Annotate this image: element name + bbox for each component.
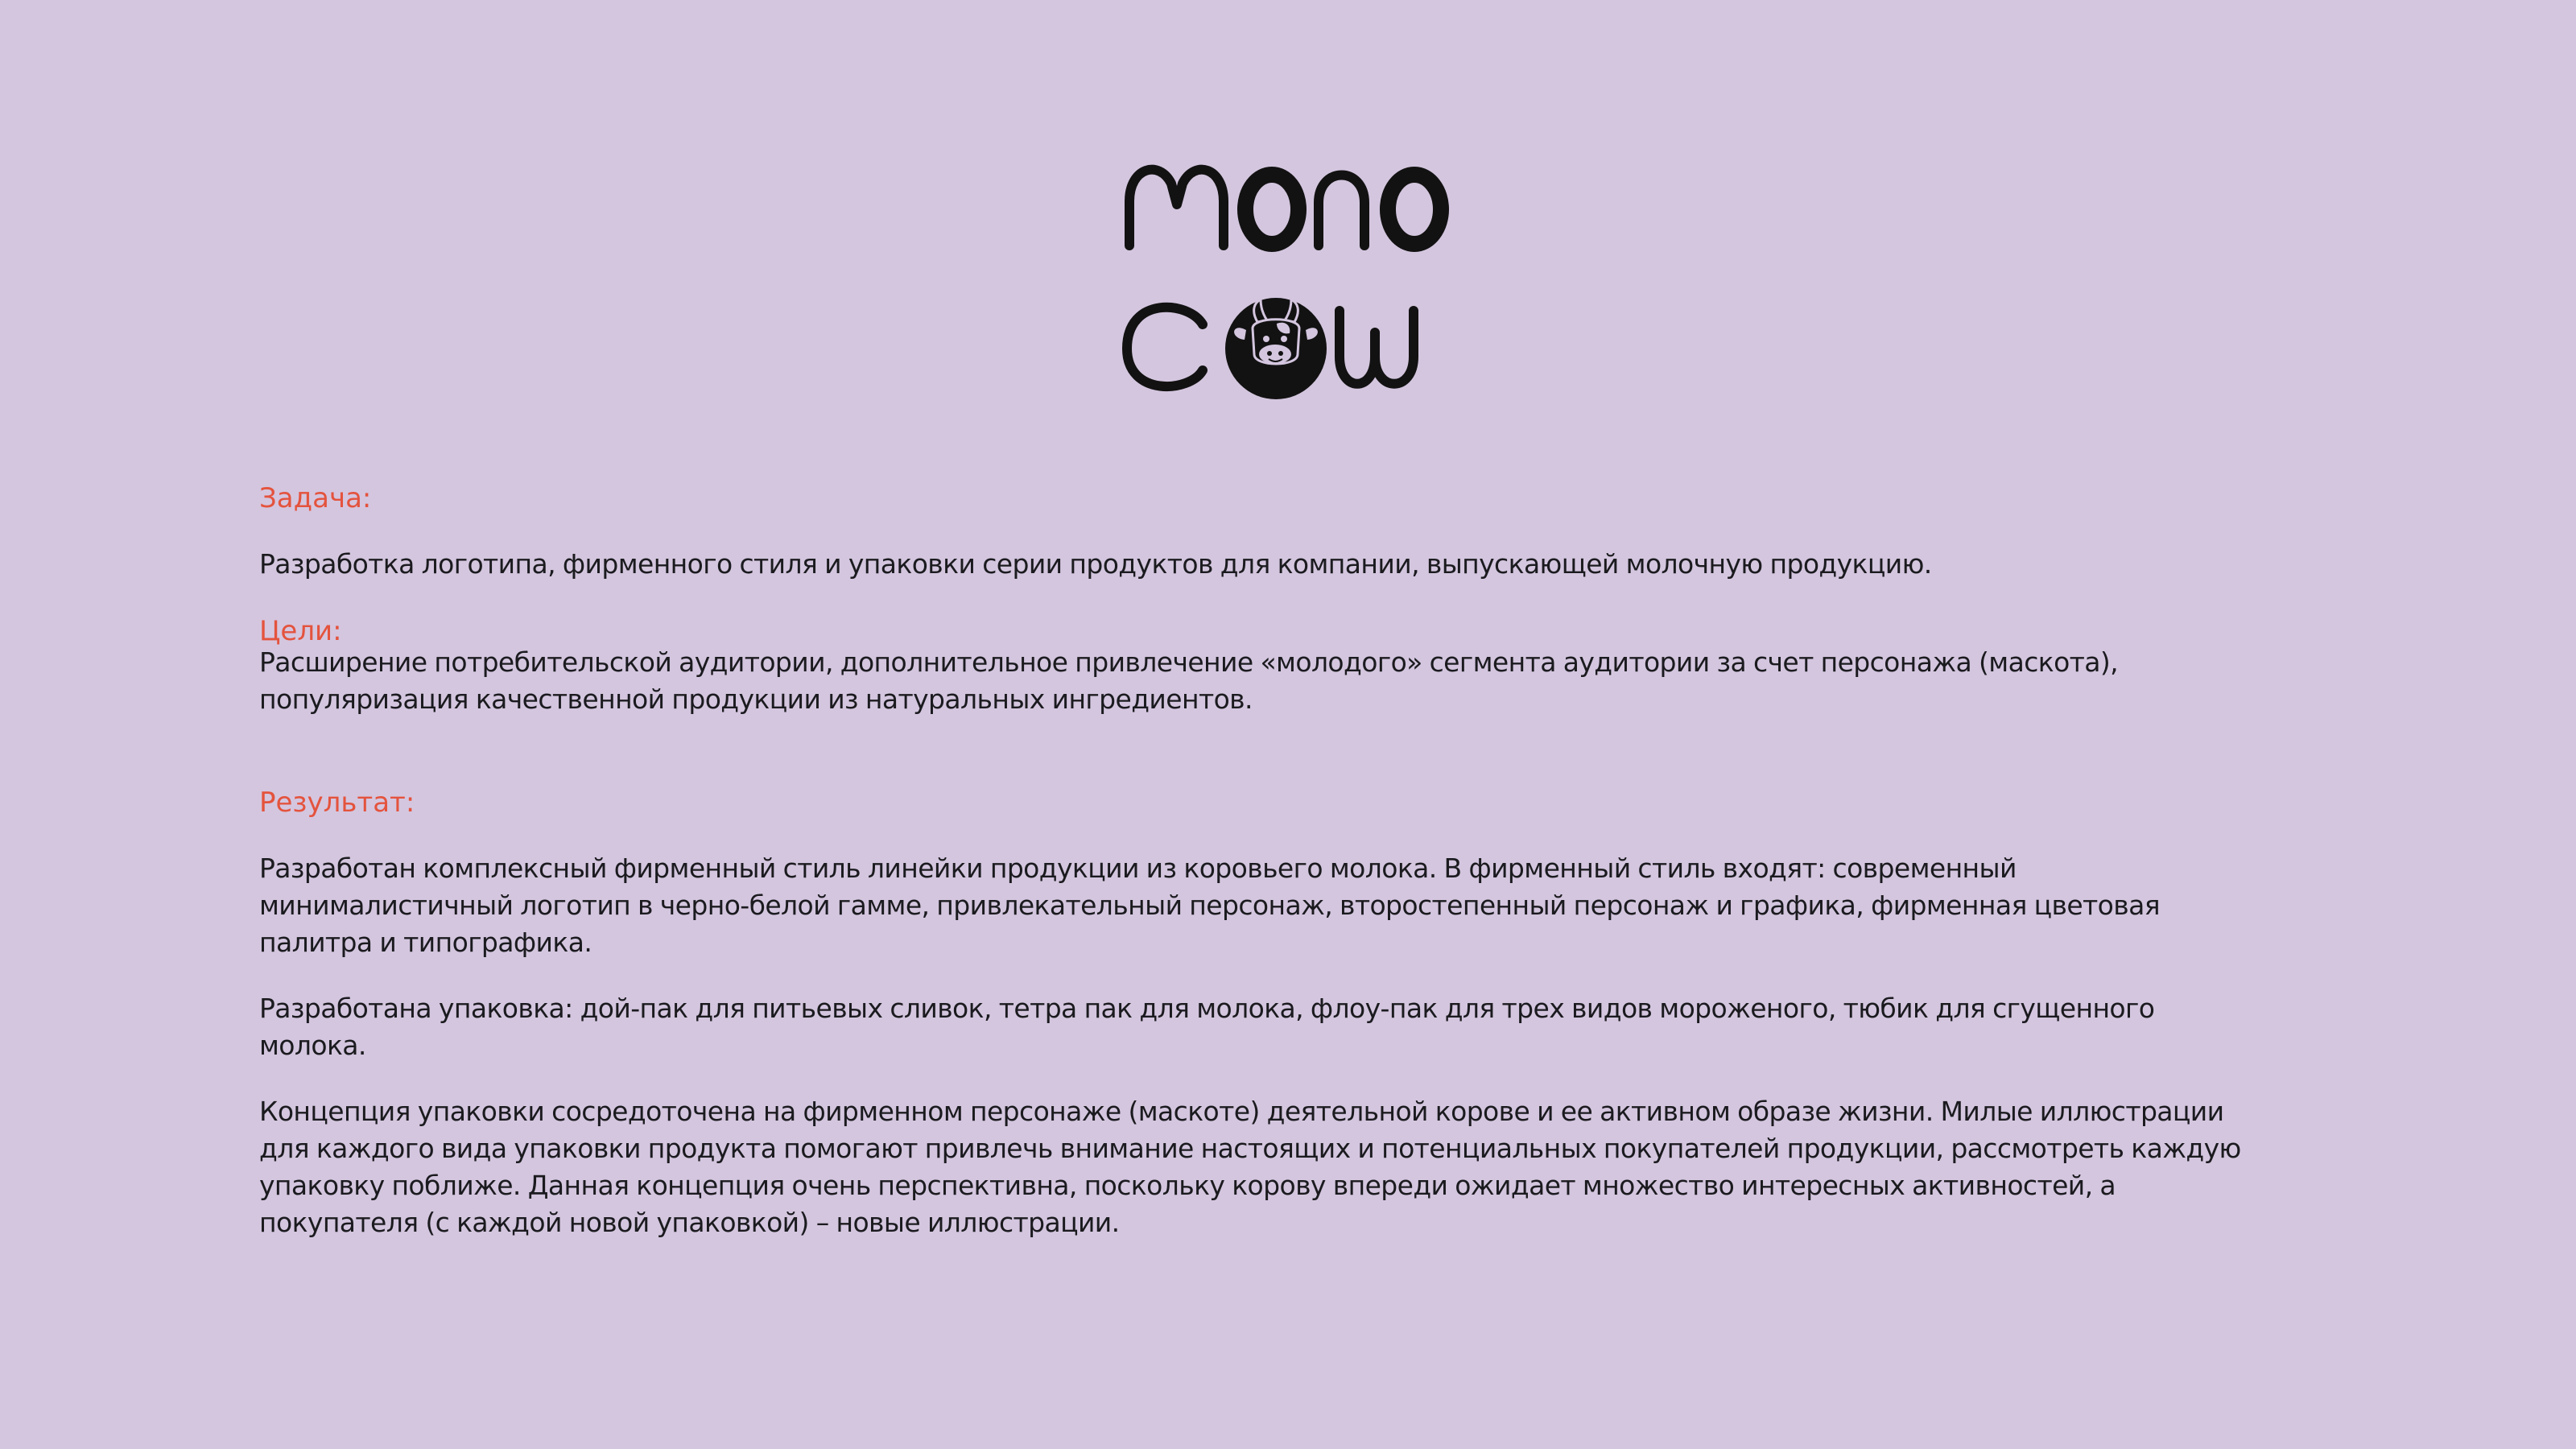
logo-letter-c — [1127, 308, 1203, 386]
result-paragraph-packaging — [259, 990, 2320, 1064]
cow-head-icon — [1225, 298, 1327, 399]
task-text: Разработка логотипа, фирменного стиля и упаковки серии продуктов для компании, выпускающей молочную продукцию. — [259, 548, 1932, 580]
goals-text — [259, 644, 2320, 718]
task-heading: Задача: — [259, 482, 372, 514]
result-line: Концепция упаковки сосредоточена на фирменном персонаже (маскоте) деятельной корове и ее активном образе жизни. Милые иллюстрации — [259, 1096, 2224, 1127]
goals-line: популяризация качественной продукции из натуральных ингредиентов. — [259, 683, 1253, 715]
result-paragraph-brand-style — [259, 850, 2320, 961]
logo-letter-w — [1340, 311, 1414, 384]
logo-letter-o1 — [1245, 175, 1298, 244]
goals-section — [259, 613, 2320, 718]
result-line: молока. — [259, 1030, 366, 1061]
result-line: Разработана упаковка: дой-пак для питьевых сливок, тетра пак для молока, флоу-пак для трех видов мороженого, тюбик для сгущенного — [259, 993, 2155, 1024]
logo-letter-o2 — [1388, 175, 1441, 244]
result-line: минималистичный логотип в черно-белой гамме, привлекательный персонаж, второстепенный персонаж и графика, фирменная цветовая — [259, 890, 2160, 921]
goals-heading: Цели: — [259, 615, 342, 647]
logo-letter-m — [1129, 170, 1224, 246]
result-section — [259, 785, 2320, 1241]
molo-cow-logo — [1119, 151, 1457, 409]
result-heading: Результат: — [259, 786, 415, 819]
result-line: палитра и типографика. — [259, 927, 592, 958]
result-line: покупателя (с каждой новой упаковкой) – новые иллюстрации. — [259, 1207, 1120, 1238]
result-line: Разработан комплексный фирменный стиль линейки продукции из коровьего молока. В фирменный стиль входят: современный — [259, 852, 2017, 884]
result-line: упаковку поближе. Данная концепция очень перспективна, поскольку корову впереди ожидает множество интересных активностей, а — [259, 1170, 2116, 1201]
goals-line: Расширение потребительской аудитории, дополнительное привлечение «молодого» сегмента аудитории за счет персонажа (маскота), — [259, 646, 2119, 678]
result-line: для каждого вида упаковки продукта помогают привлечь внимание настоящих и потенциальных покупателей продукции, рассмотреть каждую — [259, 1133, 2241, 1164]
result-paragraph-concept — [259, 1093, 2320, 1241]
logo-letter-l — [1319, 175, 1364, 246]
task-section — [259, 481, 2320, 583]
